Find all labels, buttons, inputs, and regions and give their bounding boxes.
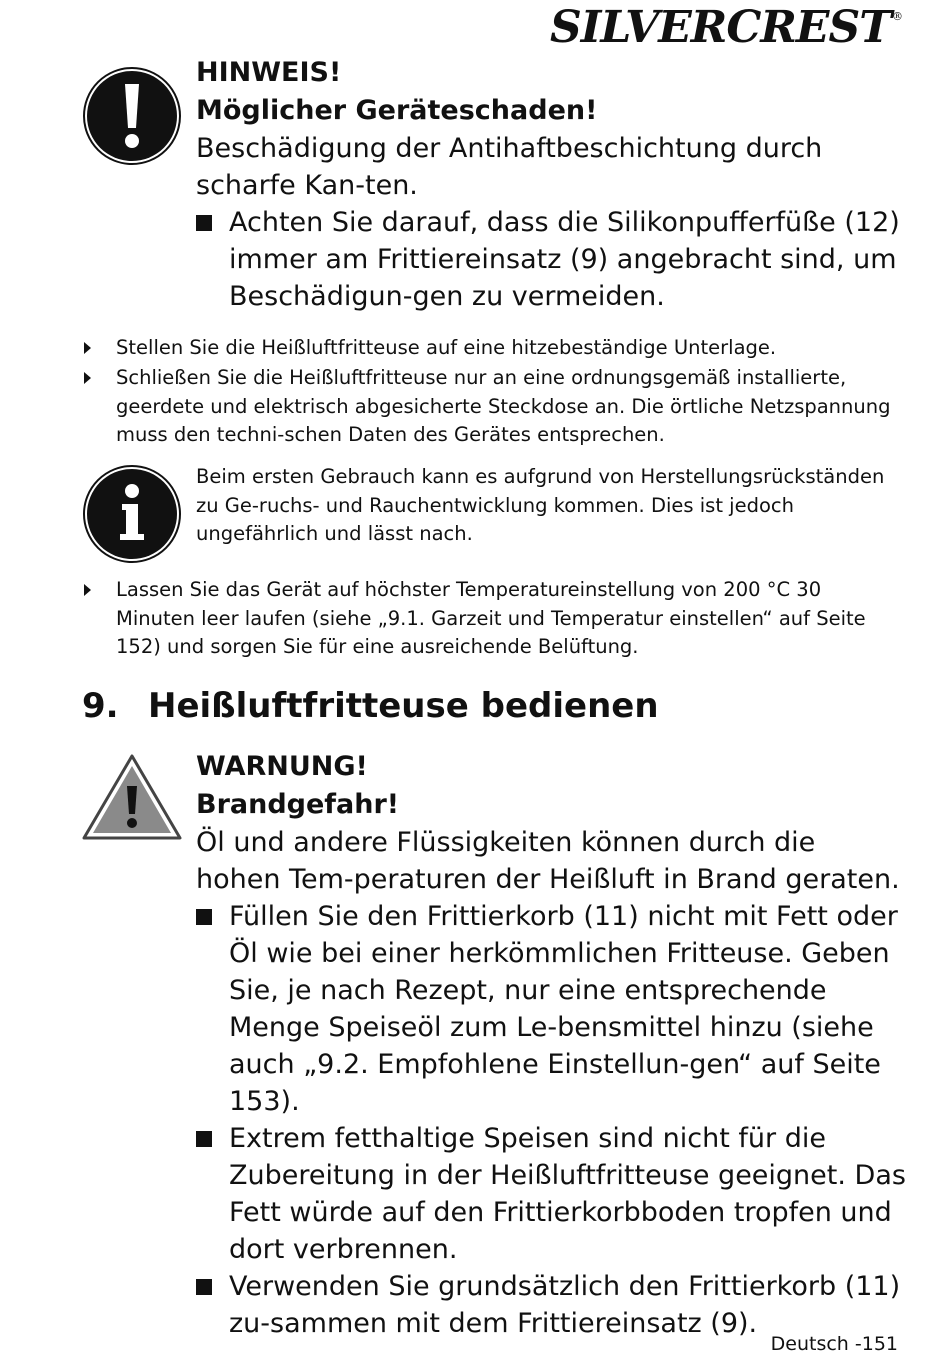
hinweis-notice (196, 54, 906, 315)
hinweis-subtitle: Möglicher Geräteschaden! (196, 95, 598, 126)
arrow-bullet-icon (84, 342, 91, 354)
warning-triangle-icon (82, 754, 182, 844)
warnung-text: Öl und andere Flüssigkeiten können durch die hohen Tem-peraturen der Heißluft in Brand geraten. (196, 827, 900, 895)
warnung-title: WARNUNG! (196, 751, 368, 782)
section-number: 9. (82, 686, 119, 726)
warnung-item (196, 1120, 906, 1268)
step-item (82, 576, 902, 662)
exclamation-circle-icon (82, 66, 182, 170)
square-bullet-icon (196, 909, 212, 925)
warnung-subtitle: Brandgefahr! (196, 789, 400, 820)
hinweis-item (196, 204, 906, 315)
hinweis-title: HINWEIS! (196, 57, 342, 88)
warnung-item (196, 898, 906, 1120)
section-title: Heißluftfritteuse bedienen (148, 686, 659, 726)
arrow-bullet-icon (84, 584, 91, 596)
brand-name: SILVERCREST (550, 2, 891, 53)
step-text: Stellen Sie die Heißluftfritteuse auf eine hitzebeständige Unterlage. (116, 336, 777, 359)
square-bullet-icon (196, 1279, 212, 1295)
info-text: Beim ersten Gebrauch kann es aufgrund von Herstellungsrückständen zu Ge-ruchs- und Rauchentwicklung kommen. Dies ist jedoch ungefährlich und lässt nach. (196, 465, 885, 545)
brand-logo (550, 2, 902, 53)
info-notice (196, 463, 896, 549)
page-number: Deutsch -151 (770, 1333, 898, 1355)
hinweis-text: Beschädigung der Antihaftbeschichtung durch scharfe Kan-ten. (196, 133, 823, 201)
step-item (82, 364, 902, 450)
warnung-item-text: Extrem fetthaltige Speisen sind nicht für die Zubereitung in der Heißluftfritteuse geeignet. Das Fett würde auf den Frittierkorbboden tropfen und dort verbrennen. (229, 1123, 906, 1265)
step-text: Lassen Sie das Gerät auf höchster Temperatureinstellung von 200 °C 30 Minuten leer laufen (siehe „9.1. Garzeit und Temperatur einstellen“ auf Seite 152) und sorgen Sie für eine ausreichende Belüftung. (116, 578, 866, 658)
step-item (82, 334, 902, 363)
warnung-item-text: Füllen Sie den Frittierkorb (11) nicht mit Fett oder Öl wie bei einer herkömmlichen Fritteuse. Geben Sie, je nach Rezept, nur eine entsprechende Menge Speiseöl zum Le-bensmittel hinzu (siehe auch „9.2. Empfohlene Einstellun-gen“ auf Seite 153). (229, 901, 898, 1117)
info-circle-icon (82, 464, 182, 568)
section-heading (82, 686, 659, 726)
warnung-item-text: Verwenden Sie grundsätzlich den Frittierkorb (11) zu-sammen mit dem Frittiereinsatz (9). (229, 1271, 901, 1339)
warnung-item (196, 1268, 906, 1342)
arrow-bullet-icon (84, 372, 91, 384)
square-bullet-icon (196, 1131, 212, 1147)
step-text: Schließen Sie die Heißluftfritteuse nur an eine ordnungsgemäß installierte, geerdete und elektrisch abgesicherte Steckdose an. Die örtliche Netzspannung muss den techni-schen Daten des Gerätes entsprechen. (116, 366, 891, 446)
square-bullet-icon (196, 215, 212, 231)
hinweis-item-text: Achten Sie darauf, dass die Silikonpufferfüße (12) immer am Frittiereinsatz (9) angebracht sind, um Beschädigun-gen zu vermeiden. (229, 207, 900, 312)
registered-mark: ® (892, 10, 902, 23)
warnung-notice (196, 748, 906, 1342)
